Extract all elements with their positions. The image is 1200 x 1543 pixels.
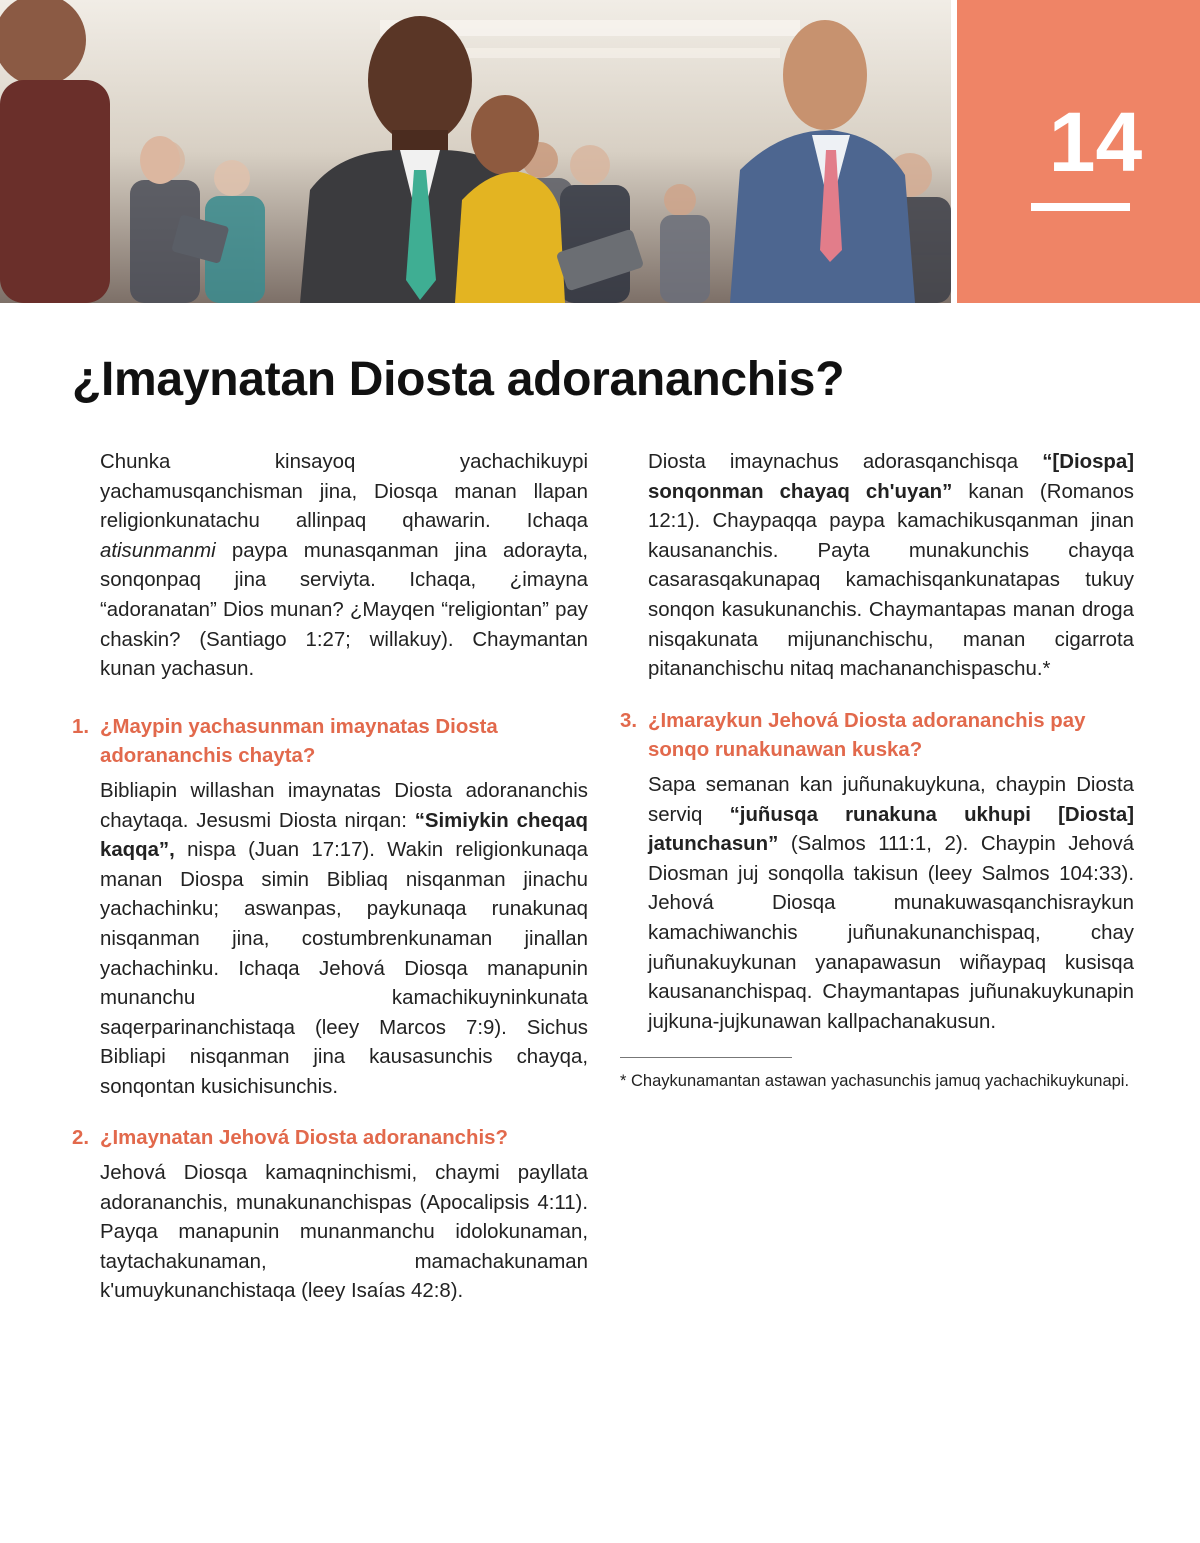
- question-1-number: 1.: [72, 715, 90, 738]
- intro-paragraph: [72, 448, 588, 685]
- chapter-underline: [1031, 203, 1130, 211]
- right-intro-quote: “[Diospa] sonqonman chayaq ch'uyan”: [648, 451, 1134, 503]
- question-2-number: 2.: [72, 1127, 90, 1150]
- footnote: * Chaykunamantan astawan yachasunchis jamuq yachachikuykunapi.: [620, 1072, 1130, 1091]
- page-title: ¿Imaynatan Diosta adorananchis?: [72, 353, 845, 406]
- question-3-number: 3.: [620, 709, 638, 732]
- hero-photo-congregation-singing: [0, 0, 951, 303]
- question-2-text: ¿Imaynatan Jehová Diosta adorananchis?: [100, 1127, 508, 1150]
- answer-3-text-2: (Salmos 111:1, 2). Chaypin Jehová Diosman juj sonqolla takisun (leey Salmos 104:33). Jehová Diosqa munakuwasqanchisraykun kamachiwanchis juñunakunanchispaq, chay juñunakuykunan yanapawasun wiñaypaq kusisqa kausananchispaq. Chaymantapas juñunakuykunapin jujkuna-jujkunawan kallpachanakusun.: [648, 833, 1134, 1033]
- footnote-divider: [620, 1057, 792, 1058]
- question-1-heading: [72, 713, 588, 772]
- intro-text-2: paypa munasqanman jina adorayta, sonqonpaq jina serviyta. Ichaqa, ¿imayna “adoranatan” Dios munan? ¿Mayqen “religiontan” pay chaskin? (Santiago 1:27; willakuy). Chaymantan kunan yachasun.: [100, 539, 588, 681]
- answer-1-text-2: nispa (Juan 17:17). Wakin religionkunaqa manan Diospa simin Bibliaq nisqanman jinachu yachachinku; aswanpas, paykunaqa runakunaq nisqanman jina, costumbrenkunaman jinallan yachachinku. Ichaqa Jehová Diosqa manapunin munanchu kamachikuyninkunata saqerparinanchistaqa (leey Marcos 7:9). Sichus Bibliapi nisqanman jina kausasunchis chayqa, sonqontan kusichisunchis.: [100, 839, 588, 1098]
- answer-3-text-1: Sapa semanan kan juñunakuykuna, chaypin Diosta serviq: [648, 773, 1134, 826]
- chapter-badge: [957, 0, 1200, 303]
- answer-1-text-1: Bibliapin willashan imaynatas Diosta adorananchis chaytaqa. Jesusmi Diosta nirqan:: [100, 779, 588, 832]
- left-column: [72, 448, 588, 1307]
- intro-text-1: Chunka kinsayoq yachachikuypi yachamusqanchisman jina, Diosqa manan llapan religionkunatachu allinpaq qhawarin. Ichaqa: [100, 451, 588, 533]
- right-intro-paragraph: [620, 448, 1134, 685]
- question-3-text: ¿Imaraykun Jehová Diosta adorananchis pay sonqo runakunawan kuska?: [648, 709, 1086, 762]
- answer-2-paragraph: Jehová Diosqa kamaqninchismi, chaymi payllata adorananchis, munakunanchispas (Apocalipsis 4:11). Payqa manapunin munanmanchu idolokunaman, taytachakunaman, mamachakunaman k'umuykunanchistaqa (leey Isaías 42:8).: [100, 1162, 588, 1303]
- answer-1-paragraph: [72, 777, 588, 1103]
- intro-emphasis: atisunmanmi: [100, 539, 216, 562]
- question-1-text: ¿Maypin yachasunman imaynatas Diosta adorananchis chayta?: [100, 715, 498, 768]
- question-2-heading: [72, 1124, 588, 1154]
- right-intro-text-1: Diosta imaynachus adorasqanchisqa: [648, 451, 1043, 473]
- question-3-heading: [620, 707, 1134, 766]
- chapter-number: 14: [1048, 95, 1143, 189]
- right-intro-text-2: kanan (Romanos 12:1). Chaypaqqa paypa kamachikusqanman jinan kausananchis. Payta munakunchis chayqa casarasqakunapaq kamachisqankunatapas tukuy sonqon kasukunanchis. Chaymantapas manan droga nisqakunata mijunanchischu, manan cigarrota pitananchischu nitaq machananchispaschu.*: [648, 480, 1134, 681]
- answer-3-quote: “juñusqa runakuna ukhupi [Diosta] jatunchasun”: [648, 803, 1134, 856]
- answer-1-quote: “Simiykin cheqaq kaqqa”,: [100, 809, 588, 862]
- answer-3-paragraph: [620, 771, 1134, 1037]
- right-column: [620, 448, 1134, 1092]
